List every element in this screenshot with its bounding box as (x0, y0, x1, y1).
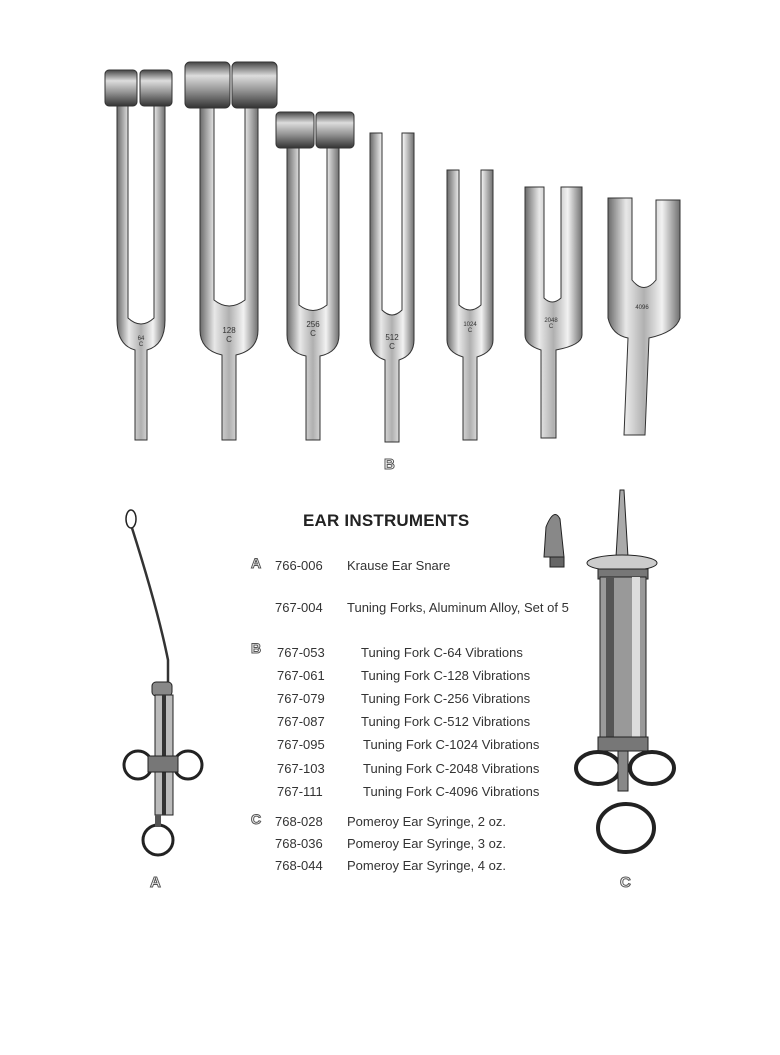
item-desc: Pomeroy Ear Syringe, 3 oz. (347, 836, 506, 851)
item-code: 767-095 (277, 737, 325, 752)
section-a-marker: A (251, 555, 262, 571)
item-desc: Tuning Fork C-64 Vibrations (361, 645, 523, 660)
item-desc: Tuning Fork C-2048 Vibrations (363, 761, 540, 776)
item-code: 767-087 (277, 714, 325, 729)
item-code: 768-028 (275, 814, 323, 829)
item-desc: Tuning Fork C-1024 Vibrations (363, 737, 540, 752)
item-code: 767-103 (277, 761, 325, 776)
item-code: 767-079 (277, 691, 325, 706)
item-desc: Tuning Forks, Aluminum Alloy, Set of 5 (347, 600, 569, 615)
item-code: 766-006 (275, 558, 323, 573)
item-desc: Krause Ear Snare (347, 558, 451, 573)
item-code: 767-061 (277, 668, 325, 683)
fork-1024 (447, 170, 493, 440)
figure-c-label: C (620, 874, 631, 891)
item-code: 767-111 (277, 784, 323, 799)
fork-label: 128 C (222, 326, 236, 344)
fork-64 (105, 70, 172, 440)
item-desc: Tuning Fork C-512 Vibrations (361, 714, 531, 729)
fork-512 (370, 133, 414, 442)
fork-128 (185, 62, 277, 440)
fork-label: 2048 C (544, 318, 558, 330)
figure-a-label: A (150, 874, 161, 891)
tuning-forks-illustration (0, 0, 780, 470)
item-code: 768-036 (275, 836, 323, 851)
item-desc: Tuning Fork C-4096 Vibrations (363, 784, 540, 799)
item-code: 767-004 (275, 600, 323, 615)
fork-256 (276, 112, 354, 440)
item-desc: Tuning Fork C-256 Vibrations (361, 691, 531, 706)
item-desc: Pomeroy Ear Syringe, 2 oz. (347, 814, 506, 829)
fork-label: 4096 (635, 305, 649, 311)
fork-4096 (608, 198, 680, 435)
figure-b-label: B (384, 456, 395, 473)
fork-label: 512 C (385, 333, 399, 351)
fork-2048 (525, 187, 582, 438)
fork-label: 1024 C (463, 322, 477, 334)
section-c-marker: C (251, 811, 262, 827)
item-code: 767-053 (277, 645, 325, 660)
fork-label: 64 C (137, 336, 145, 348)
page-title: EAR INSTRUMENTS (303, 511, 470, 530)
ear-syringe-illustration (540, 485, 690, 865)
fork-label: 256 C (306, 320, 320, 338)
item-desc: Pomeroy Ear Syringe, 4 oz. (347, 858, 506, 873)
section-b-marker: B (251, 640, 262, 656)
item-desc: Tuning Fork C-128 Vibrations (361, 668, 531, 683)
item-code: 768-044 (275, 858, 323, 873)
ear-snare-illustration (110, 500, 210, 870)
